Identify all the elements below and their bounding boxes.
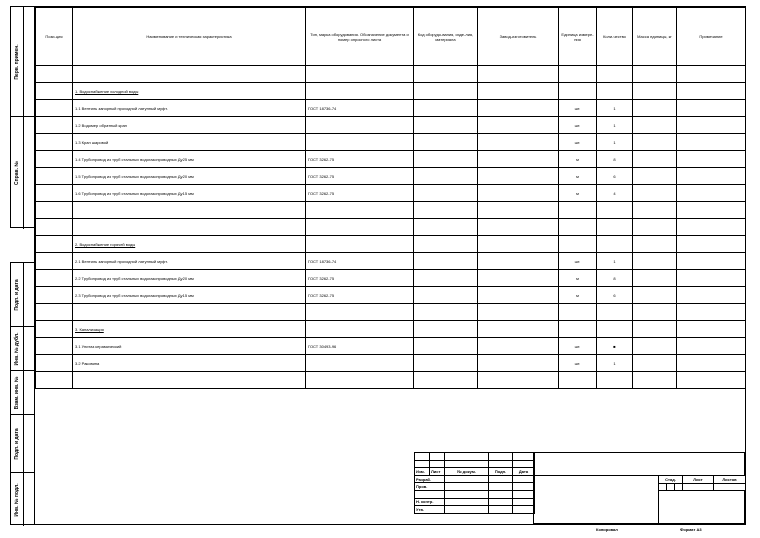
cell-qty: 6 bbox=[597, 287, 633, 304]
header-doc: Тип, марка оборудования. Обозначение документа и номер опросного листа bbox=[306, 8, 414, 66]
cell-note bbox=[677, 202, 746, 219]
cell-mass bbox=[633, 83, 677, 100]
header-pos: Пози-ция bbox=[36, 8, 73, 66]
cell-maker bbox=[478, 83, 559, 100]
cell-mass bbox=[633, 185, 677, 202]
cell-unit: м bbox=[559, 168, 597, 185]
cell-note bbox=[677, 270, 746, 287]
table-row bbox=[36, 202, 746, 219]
cell-qty: 1 bbox=[597, 100, 633, 117]
cell-name: 2.2 Трубопровод из труб стальных водогазопроводных Ду20 мм bbox=[73, 270, 306, 287]
cell-unit: шт. bbox=[559, 355, 597, 372]
cell-name: 1.6 Трубопровод из труб стальных водогазопроводных Ду15 мм bbox=[73, 185, 306, 202]
table-row bbox=[36, 321, 746, 338]
side-cell-perv bbox=[11, 7, 34, 117]
cell-unit: шт. bbox=[559, 338, 597, 355]
cell-mass bbox=[633, 202, 677, 219]
cell-mass bbox=[633, 253, 677, 270]
specification-table bbox=[35, 7, 746, 389]
cell-name: 3. Канализация bbox=[73, 321, 306, 338]
cell-unit bbox=[559, 66, 597, 83]
cell-qty bbox=[597, 66, 633, 83]
table-row bbox=[36, 151, 746, 168]
stamp-izm: Изм. bbox=[415, 468, 430, 476]
table-row bbox=[36, 100, 746, 117]
cell-note bbox=[677, 117, 746, 134]
cell-doc bbox=[306, 219, 414, 236]
cell-note bbox=[677, 151, 746, 168]
cell-maker bbox=[478, 321, 559, 338]
cell-code bbox=[414, 321, 478, 338]
title-block bbox=[414, 452, 745, 524]
cell-unit bbox=[559, 304, 597, 321]
cell-note bbox=[677, 372, 746, 389]
stamp-podp: Подп. bbox=[489, 468, 513, 476]
cell-qty: 1 bbox=[597, 253, 633, 270]
side-label-sprav: Справ. № bbox=[14, 161, 20, 185]
header-qty: Коли-чество bbox=[597, 8, 633, 66]
cell-code bbox=[414, 253, 478, 270]
cell-doc bbox=[306, 134, 414, 151]
cell-name bbox=[73, 219, 306, 236]
cell-code bbox=[414, 185, 478, 202]
table-row bbox=[36, 134, 746, 151]
cell-pos bbox=[36, 66, 73, 83]
side-label-podp1: Подп. и дата bbox=[14, 278, 20, 311]
cell-doc bbox=[306, 83, 414, 100]
stamp-sheets: Листов bbox=[714, 476, 746, 484]
cell-qty bbox=[597, 202, 633, 219]
stamp-signatures bbox=[414, 452, 535, 514]
cell-doc bbox=[306, 304, 414, 321]
cell-qty bbox=[597, 321, 633, 338]
cell-name: 2.3 Трубопровод из труб стальных водогазопроводных Ду15 мм bbox=[73, 287, 306, 304]
cell-mass bbox=[633, 236, 677, 253]
cell-qty bbox=[597, 372, 633, 389]
cell-code bbox=[414, 134, 478, 151]
cell-doc bbox=[306, 321, 414, 338]
side-label-perv: Перв. примен. bbox=[14, 43, 20, 80]
side-cell-sprav bbox=[11, 117, 34, 229]
cell-code bbox=[414, 100, 478, 117]
cell-name bbox=[73, 202, 306, 219]
header-maker: Завод-изготовитель bbox=[478, 8, 559, 66]
cell-doc: ГОСТ 30493-96 bbox=[306, 338, 414, 355]
cell-pos bbox=[36, 83, 73, 100]
cell-maker bbox=[478, 372, 559, 389]
cell-unit: шт. bbox=[559, 117, 597, 134]
table-row bbox=[36, 185, 746, 202]
cell-pos bbox=[36, 202, 73, 219]
cell-note bbox=[677, 304, 746, 321]
cell-code bbox=[414, 270, 478, 287]
table-row bbox=[36, 355, 746, 372]
cell-name: 3.1 Унитаз керамический bbox=[73, 338, 306, 355]
cell-note bbox=[677, 321, 746, 338]
cell-code bbox=[414, 117, 478, 134]
stamp-stage bbox=[658, 475, 746, 491]
cell-name: 1.4 Трубопровод из труб стальных водогазопроводных Ду25 мм bbox=[73, 151, 306, 168]
cell-unit bbox=[559, 236, 597, 253]
cell-qty bbox=[597, 304, 633, 321]
side-cell-podp2 bbox=[11, 415, 34, 473]
cell-code bbox=[414, 151, 478, 168]
cell-mass bbox=[633, 321, 677, 338]
header-code: Код оборудо-вания, изде-лия, материала bbox=[414, 8, 478, 66]
cell-mass bbox=[633, 304, 677, 321]
cell-pos bbox=[36, 236, 73, 253]
cell-name: 1.3 Кран шаровой bbox=[73, 134, 306, 151]
stamp-sheet: Лист bbox=[683, 476, 714, 484]
cell-note bbox=[677, 100, 746, 117]
side-strip-bottom bbox=[10, 262, 34, 525]
cell-unit: шт. bbox=[559, 134, 597, 151]
cell-mass bbox=[633, 338, 677, 355]
stamp-razrab: Разраб. bbox=[415, 475, 445, 483]
cell-code bbox=[414, 168, 478, 185]
cell-maker bbox=[478, 117, 559, 134]
table-row bbox=[36, 304, 746, 321]
cell-note bbox=[677, 236, 746, 253]
cell-pos bbox=[36, 100, 73, 117]
cell-qty bbox=[597, 219, 633, 236]
cell-maker bbox=[478, 168, 559, 185]
table-row bbox=[36, 253, 746, 270]
stamp-designation bbox=[533, 452, 745, 476]
table-row bbox=[36, 168, 746, 185]
table-row bbox=[36, 287, 746, 304]
header-name: Наименование и техническая характеристика bbox=[73, 8, 306, 66]
side-cell-vzam bbox=[11, 371, 34, 415]
cell-doc: ГОСТ 3262-75 bbox=[306, 151, 414, 168]
cell-name: 1.5 Трубопровод из труб стальных водогазопроводных Ду20 мм bbox=[73, 168, 306, 185]
cell-qty: 1 bbox=[597, 117, 633, 134]
stamp-prov: Пров. bbox=[415, 483, 445, 491]
cell-code bbox=[414, 304, 478, 321]
cell-maker bbox=[478, 219, 559, 236]
cell-pos bbox=[36, 372, 73, 389]
side-label-vzam: Взам. инв. № bbox=[14, 376, 20, 409]
cell-mass bbox=[633, 134, 677, 151]
table-row bbox=[36, 83, 746, 100]
table-row bbox=[36, 117, 746, 134]
cell-code bbox=[414, 372, 478, 389]
table-row bbox=[36, 236, 746, 253]
cell-maker bbox=[478, 151, 559, 168]
cell-maker bbox=[478, 304, 559, 321]
table-row bbox=[36, 66, 746, 83]
cell-unit bbox=[559, 372, 597, 389]
header-unit: Единица измере-ния bbox=[559, 8, 597, 66]
format-label: Формат А3 bbox=[680, 527, 702, 532]
cell-note bbox=[677, 253, 746, 270]
cell-code bbox=[414, 66, 478, 83]
header-mass: Масса единицы, кг bbox=[633, 8, 677, 66]
cell-qty bbox=[597, 236, 633, 253]
cell-note bbox=[677, 66, 746, 83]
cell-code bbox=[414, 338, 478, 355]
cell-doc: ГОСТ 3262-75 bbox=[306, 287, 414, 304]
table-row bbox=[36, 219, 746, 236]
cell-qty: 6 bbox=[597, 168, 633, 185]
cell-doc: ГОСТ 3262-75 bbox=[306, 168, 414, 185]
cell-maker bbox=[478, 236, 559, 253]
cell-note bbox=[677, 83, 746, 100]
cell-qty bbox=[597, 83, 633, 100]
stamp-organization bbox=[658, 490, 745, 524]
cell-code bbox=[414, 83, 478, 100]
cell-doc: ГОСТ 18736-74 bbox=[306, 253, 414, 270]
cell-unit: м bbox=[559, 151, 597, 168]
cell-pos bbox=[36, 253, 73, 270]
cell-unit: шт. bbox=[559, 253, 597, 270]
cell-name: 1. Водоснабжение холодной воды bbox=[73, 83, 306, 100]
cell-code bbox=[414, 202, 478, 219]
stamp-ndoc: № докум. bbox=[445, 468, 489, 476]
cell-name: 1.1 Вентиль запорный проходной латунный муфт. bbox=[73, 100, 306, 117]
cell-mass bbox=[633, 287, 677, 304]
cell-mass bbox=[633, 372, 677, 389]
cell-code bbox=[414, 236, 478, 253]
table-row bbox=[36, 338, 746, 355]
cell-pos bbox=[36, 185, 73, 202]
stamp-stad: Стад. bbox=[659, 476, 683, 484]
cell-note bbox=[677, 168, 746, 185]
cell-pos bbox=[36, 219, 73, 236]
cell-unit: м bbox=[559, 270, 597, 287]
cell-code bbox=[414, 355, 478, 372]
cell-maker bbox=[478, 270, 559, 287]
cell-note bbox=[677, 219, 746, 236]
cell-maker bbox=[478, 100, 559, 117]
cell-unit: м bbox=[559, 185, 597, 202]
header-note: Примечание bbox=[677, 8, 746, 66]
side-label-podp2: Подп. и дата bbox=[14, 427, 20, 460]
cell-maker bbox=[478, 338, 559, 355]
cell-doc bbox=[306, 117, 414, 134]
cell-doc bbox=[306, 372, 414, 389]
cell-name: 2. Водоснабжение горячей воды bbox=[73, 236, 306, 253]
cell-unit bbox=[559, 83, 597, 100]
cell-maker bbox=[478, 355, 559, 372]
cell-pos bbox=[36, 338, 73, 355]
side-label-dubl: Инв. № дубл. bbox=[14, 332, 20, 365]
cell-mass bbox=[633, 355, 677, 372]
side-cell-dubl bbox=[11, 327, 34, 371]
cell-name: 3.2 Раковина bbox=[73, 355, 306, 372]
cell-mass bbox=[633, 270, 677, 287]
cell-pos bbox=[36, 321, 73, 338]
cell-maker bbox=[478, 287, 559, 304]
cell-note bbox=[677, 134, 746, 151]
cell-doc: ГОСТ 3262-75 bbox=[306, 185, 414, 202]
cell-mass bbox=[633, 151, 677, 168]
cell-qty: 1 bbox=[597, 134, 633, 151]
cell-qty: 8 bbox=[597, 270, 633, 287]
cell-note bbox=[677, 338, 746, 355]
cell-name bbox=[73, 66, 306, 83]
cell-qty: 1 bbox=[597, 355, 633, 372]
cell-unit: м bbox=[559, 287, 597, 304]
cell-unit bbox=[559, 202, 597, 219]
cell-mass bbox=[633, 66, 677, 83]
stamp-nkontr: Н. контр. bbox=[415, 498, 445, 506]
cell-pos bbox=[36, 117, 73, 134]
cell-doc bbox=[306, 202, 414, 219]
cell-maker bbox=[478, 66, 559, 83]
cell-maker bbox=[478, 253, 559, 270]
stamp-object-name bbox=[533, 475, 659, 524]
table-header-row bbox=[36, 8, 746, 66]
table-row bbox=[36, 270, 746, 287]
cell-note bbox=[677, 287, 746, 304]
cell-maker bbox=[478, 202, 559, 219]
cell-mass bbox=[633, 117, 677, 134]
cell-pos bbox=[36, 304, 73, 321]
cell-unit bbox=[559, 321, 597, 338]
stamp-data: Дата bbox=[513, 468, 535, 476]
cell-pos bbox=[36, 168, 73, 185]
cell-code bbox=[414, 219, 478, 236]
cell-note bbox=[677, 355, 746, 372]
cell-maker bbox=[478, 134, 559, 151]
cell-unit: шт. bbox=[559, 100, 597, 117]
cell-qty: 4 bbox=[597, 185, 633, 202]
cell-pos bbox=[36, 355, 73, 372]
cell-doc bbox=[306, 355, 414, 372]
table-row bbox=[36, 372, 746, 389]
cell-unit bbox=[559, 219, 597, 236]
copied-label: Копировал bbox=[596, 527, 618, 532]
cell-qty: ■ bbox=[597, 338, 633, 355]
cell-maker bbox=[478, 185, 559, 202]
cell-code bbox=[414, 287, 478, 304]
cell-mass bbox=[633, 168, 677, 185]
cell-qty: 8 bbox=[597, 151, 633, 168]
stamp-utv: Утв. bbox=[415, 506, 445, 514]
side-strip-top bbox=[10, 6, 34, 228]
side-cell-podp1 bbox=[11, 263, 34, 327]
cell-doc: ГОСТ 18736-74 bbox=[306, 100, 414, 117]
stamp-list: Лист bbox=[430, 468, 445, 476]
cell-note bbox=[677, 185, 746, 202]
cell-name bbox=[73, 372, 306, 389]
cell-pos bbox=[36, 151, 73, 168]
cell-pos bbox=[36, 270, 73, 287]
cell-doc bbox=[306, 66, 414, 83]
cell-doc: ГОСТ 3262-75 bbox=[306, 270, 414, 287]
side-label-podl: Инв. № подл. bbox=[14, 482, 20, 517]
cell-mass bbox=[633, 219, 677, 236]
cell-mass bbox=[633, 100, 677, 117]
cell-doc bbox=[306, 236, 414, 253]
side-cell-podl bbox=[11, 473, 34, 526]
cell-name bbox=[73, 304, 306, 321]
cell-pos bbox=[36, 134, 73, 151]
cell-name: 2.1 Вентиль запорный проходной латунный муфт. bbox=[73, 253, 306, 270]
cell-name: 1.2 Водомер обратный кран bbox=[73, 117, 306, 134]
cell-pos bbox=[36, 287, 73, 304]
